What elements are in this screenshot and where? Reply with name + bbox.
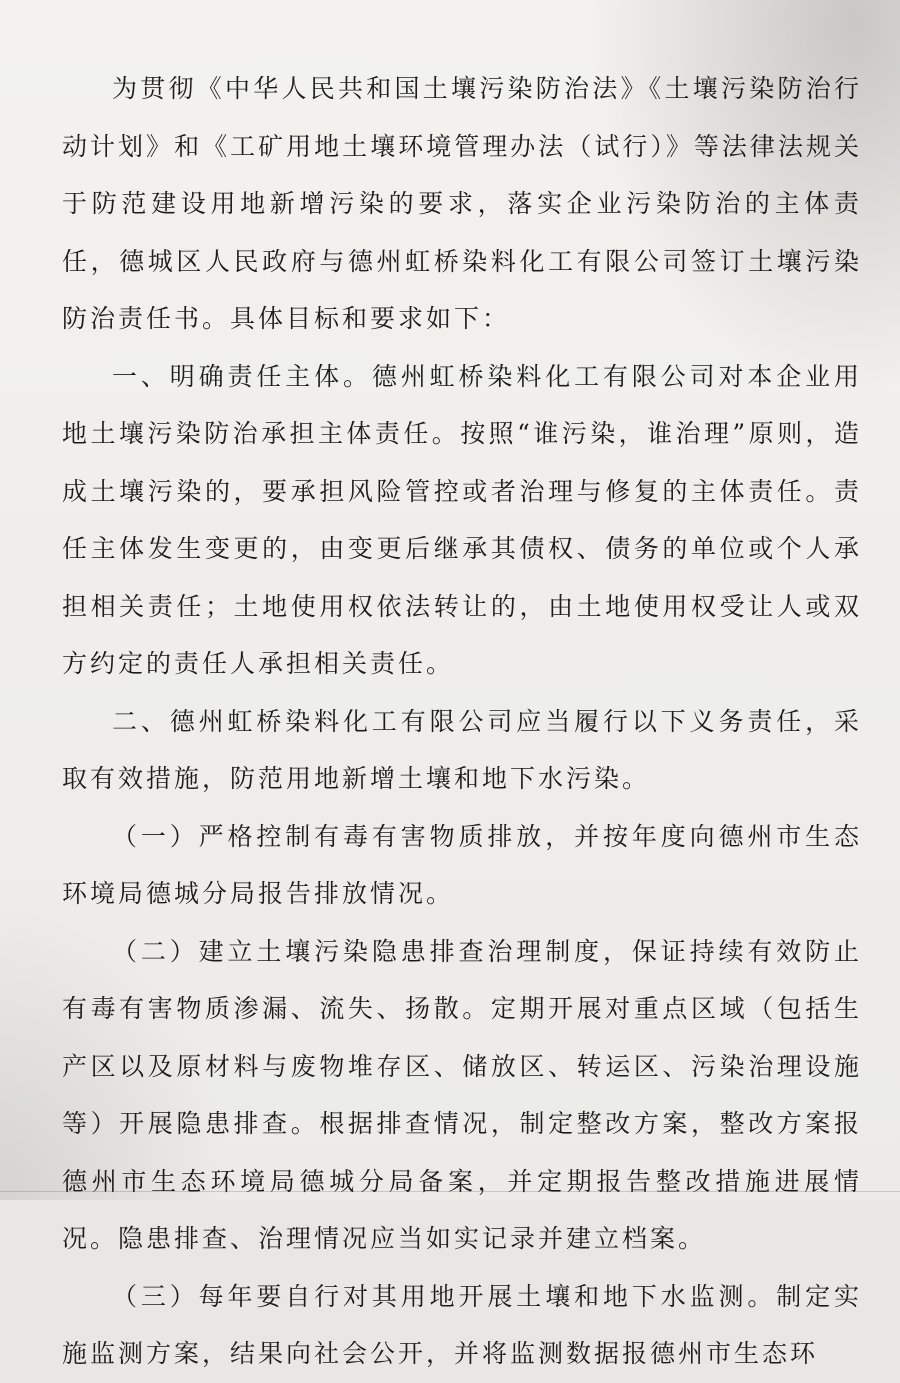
paragraph-item-3: （三）每年要自行对其用地开展土壤和地下水监测。制定实施监测方案，结果向社会公开，并将监测数据报德州市生态环 xyxy=(62,1281,862,1368)
paragraph-section-2: 二、德州虹桥染料化工有限公司应当履行以下义务责任，采取有效措施，防范用地新增土壤和地下水污染。 xyxy=(62,706,862,793)
paragraph-item-1: （一）严格控制有毒有害物质排放，并按年度向德州市生态环境局德城分局报告排放情况。 xyxy=(62,821,862,908)
paragraph-intro: 为贯彻《中华人民共和国土壤污染防治法》《土壤污染防治行动计划》和《工矿用地土壤环境管理办法（试行）》等法律法规关于防范建设用地新增污染的要求，落实企业污染防治的主体责任，德城区人民政府与德州虹桥染料化工有限公司签订土壤污染防治责任书。具体目标和要求如下： xyxy=(62,74,862,333)
page-edge-divider xyxy=(0,1191,900,1192)
paragraph-section-1: 一、明确责任主体。德州虹桥染料化工有限公司对本企业用地土壤污染防治承担主体责任。按照“谁污染，谁治理”原则，造成土壤污染的，要承担风险管控或者治理与修复的主体责任。责任主体发生变更的，由变更后继承其债权、债务的单位或个人承担相关责任；土地使用权依法转让的，由土地使用权受让人或双方约定的责任人承担相关责任。 xyxy=(62,361,862,678)
paragraph-item-2: （二）建立土壤污染隐患排查治理制度，保证持续有效防止有毒有害物质渗漏、流失、扬散。定期开展对重点区域（包括生产区以及原材料与废物堆存区、储放区、转运区、污染治理设施等）开展隐患排查。根据排查情况，制定整改方案，整改方案报德州市生态环境局德城分局备案，并定期报告整改措施进展情况。隐患排查、治理情况应当如实记录并建立档案。 xyxy=(62,936,862,1253)
document-body xyxy=(62,60,862,1383)
